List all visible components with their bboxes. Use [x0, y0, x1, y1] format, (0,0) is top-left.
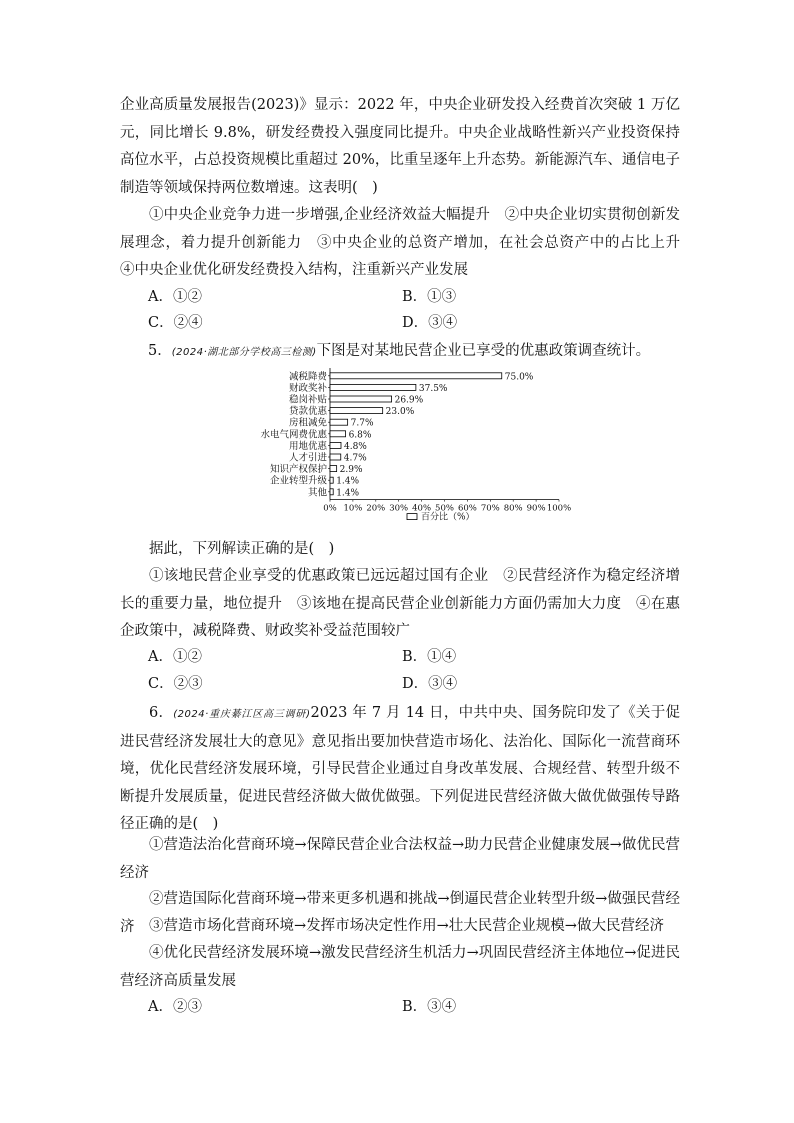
q5-source: (2024·湖北部分学校高三检测)	[171, 347, 317, 358]
policy-bar-chart	[230, 366, 580, 531]
q6-path-4: ④优化民营经济发展环境→激发民营经济生机活力→巩固民营经济主体地位→促进民营经济高质量发展	[120, 945, 680, 989]
q5-option-a: A．①②	[148, 649, 202, 665]
q6-path-1: ①营造法治化营商环境→保障民营企业合法权益→助力民营企业健康发展→做优民营经济	[120, 837, 680, 881]
legend-label: 百分比（%）	[421, 512, 475, 523]
category-label: 知识产权保护	[269, 464, 327, 476]
bar	[330, 477, 333, 483]
data-label: 75.0%	[504, 372, 534, 383]
q5-number: 5．	[148, 343, 172, 359]
x-tick-label: 0%	[323, 503, 337, 514]
q4-statements: ①中央企业竞争力进一步增强,企业经济效益大幅提升 ②中央企业切实贯彻创新发展理念，着力提升创新能力 ③中央企业的总资产增加，在社会总资产中的占比上升 ④中央企业优化研发经费投入结构，注重新兴产业发展	[120, 207, 695, 278]
category-label: 其他	[307, 487, 327, 499]
q4-option-c: C．②④	[148, 315, 203, 331]
category-label: 水电气网费优惠	[260, 429, 327, 441]
x-tick-label: 70%	[480, 503, 500, 514]
category-label: 人才引进	[288, 452, 327, 464]
x-tick-label: 90%	[526, 503, 546, 514]
q4-option-d: D．③④	[402, 315, 458, 331]
q6-option-b: B．③④	[402, 999, 457, 1015]
x-tick-label: 10%	[343, 503, 363, 514]
bar	[330, 384, 416, 390]
q5-stem: 下图是对某地民营企业已享受的优惠政策调查统计。	[316, 343, 651, 359]
q4-option-a: A．①②	[148, 289, 202, 305]
bar	[330, 454, 341, 460]
data-label: 1.4%	[336, 488, 360, 499]
bar	[330, 489, 333, 495]
data-label: 7.7%	[350, 418, 374, 429]
x-tick-label: 50%	[435, 503, 454, 514]
q5-option-b: B．①④	[402, 649, 457, 665]
bar	[330, 408, 383, 414]
category-label: 用地优惠	[288, 440, 327, 452]
data-label: 6.8%	[348, 430, 372, 441]
q5-option-c: C．②③	[148, 676, 203, 692]
bar	[330, 419, 348, 425]
category-label: 稳岗补贴	[288, 394, 327, 406]
q5-option-d: D．③④	[402, 676, 458, 692]
q6-source: (2024·重庆綦江区高三调研)	[173, 709, 311, 720]
data-label: 2.9%	[339, 465, 363, 476]
q6-stem	[120, 700, 680, 839]
bar	[330, 466, 337, 472]
x-tick-label: 40%	[412, 503, 432, 514]
q5-after-chart: 据此，下列解读正确的是( )	[149, 541, 335, 557]
bar	[330, 373, 502, 379]
legend-swatch	[407, 514, 417, 520]
x-tick-label: 100%	[546, 503, 572, 514]
data-label: 37.5%	[418, 383, 448, 394]
x-tick-label: 80%	[503, 503, 523, 514]
category-label: 贷款优惠	[288, 406, 327, 418]
bar	[330, 431, 346, 437]
x-tick-label: 20%	[366, 503, 386, 514]
q6-stem-text: 2023 年 7 月 14 日，中共中央、国务院印发了《关于促进民营经济发展壮大的意见》意见指出要加快营造市场化、法治化、国际化一流营商环境，优化民营经济发展环境，引导民营企业通过自身改革发展、合规经营、转型升级不断提升发展质量，促进民营经济做大做优做强。下列促进民营经济做大做优做强传导路径正确的是( )	[120, 705, 680, 832]
category-label: 财政奖补	[288, 382, 327, 394]
q5-statements: ①该地民营企业享受的优惠政策已远远超过国有企业 ②民营经济作为稳定经济增长的重要力量，地位提升 ③该地在提高民营企业创新能力方面仍需加大力度 ④在惠企政策中，减税降费、财政奖补受益范围较广	[120, 568, 680, 639]
category-label: 减税降费	[288, 371, 327, 383]
data-label: 23.0%	[385, 407, 415, 418]
category-label: 房租减免	[288, 417, 327, 429]
q6-number: 6．	[149, 705, 174, 721]
bar	[330, 396, 392, 402]
q4-stem: 企业高质量发展报告(2023)》显示：2022 年，中央企业研发投入经费首次突破 1 万亿元，同比增长 9.8%，研发经费投入强度同比提升。中央企业战略性新兴产业投资保持高位水平，占总投资规模比重超过 20%，比重呈逐年上升态势。新能源汽车、通信电子制造等领域保持两位数增速。这表明( )	[120, 97, 680, 196]
q6-path-3: ③营造市场化营商环境→发挥市场决定性作用→壮大民营企业规模→做大民营经济	[149, 918, 664, 934]
data-label: 4.8%	[343, 441, 367, 452]
data-label: 1.4%	[336, 476, 360, 487]
q6-path-2: ②营造国际化营商环境→带来更多机遇和挑战→倒逼民营企业转型升级→做强民营经济	[120, 891, 680, 935]
data-label: 26.9%	[394, 395, 424, 406]
category-label: 企业转型升级	[269, 475, 327, 487]
bar	[330, 442, 341, 448]
x-tick-label: 30%	[389, 503, 409, 514]
q5-header	[148, 338, 688, 367]
x-tick-label: 60%	[457, 503, 477, 514]
data-label: 4.7%	[343, 453, 367, 464]
q6-option-a: A．②③	[148, 999, 202, 1015]
q4-option-b: B．①③	[402, 289, 457, 305]
